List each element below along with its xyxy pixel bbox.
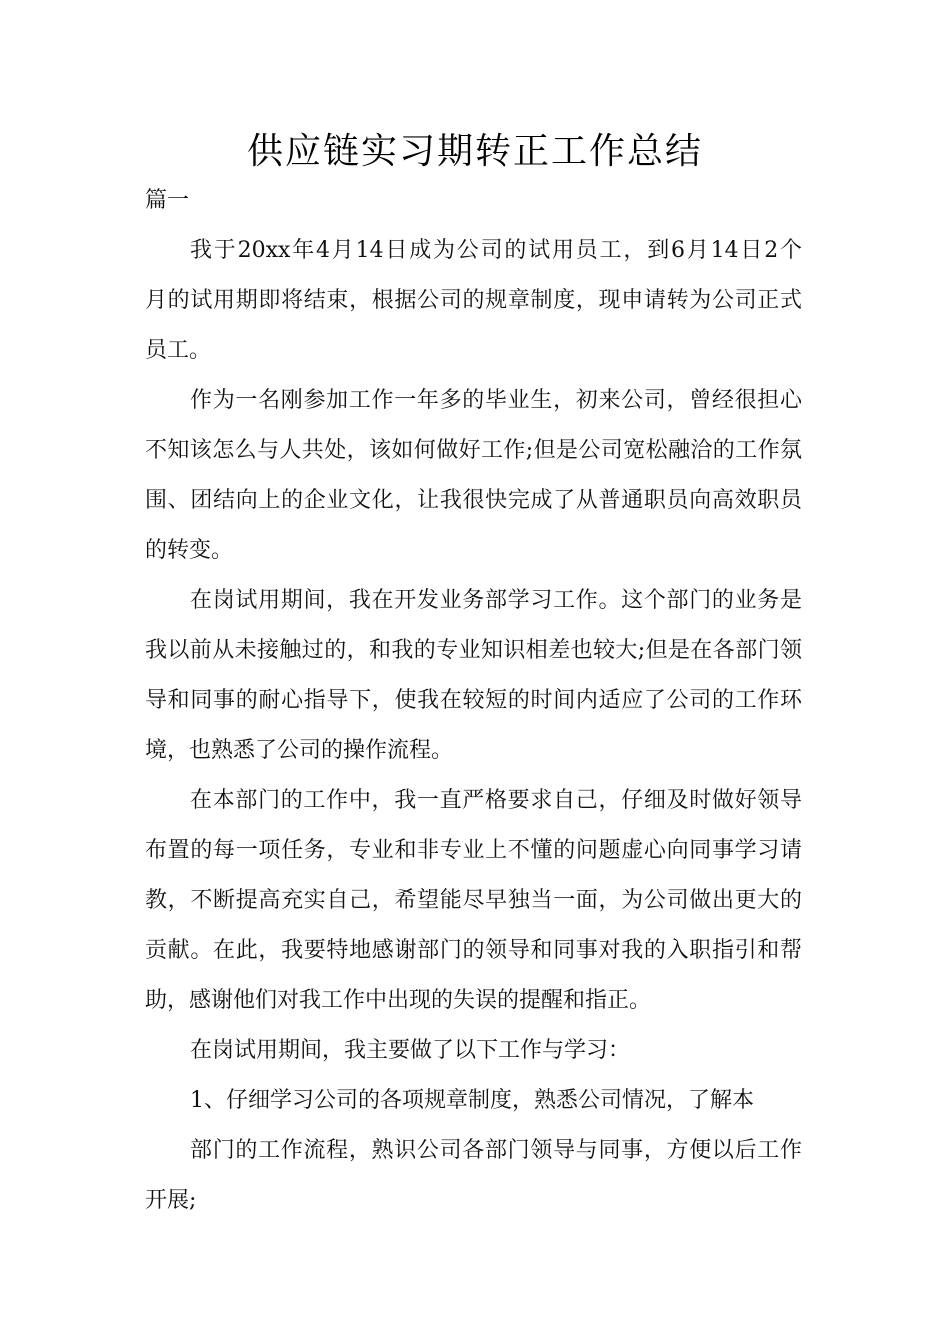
paragraph-7-line-1: 部门的工作流程，熟识公司各部门领导与同事，方便以后工作 [190,1138,802,1163]
paragraph-4-line-1: 在本部门的工作中，我一直严格要求自己，仔细及时做好领导 [190,788,802,813]
paragraph-3-line-3: 导和同事的耐心指导下，使我在较短的时间内适应了公司的工作环 [145,688,802,713]
paragraph-4-line-2: 布置的每一项任务，专业和非专业上不懂的问题虚心向同事学习请 [145,838,802,863]
document-title: 供应链实习期转正工作总结 [246,131,703,172]
paragraph-3-line-2: 我以前从未接触过的，和我的专业知识相差也较大;但是在各部门领 [145,638,802,663]
paragraph-3-line-4: 境，也熟悉了公司的操作流程。 [145,738,454,763]
paragraph-4-line-4: 贡献。在此，我要特地感谢部门的领导和同事对我的入职指引和帮 [145,938,802,963]
section-label: 篇一 [145,188,190,213]
paragraph-1-line-1: 我于20xx年4月14日成为公司的试用员工，到6月14日2个 [190,238,802,263]
paragraph-6-line-1: 1、仔细学习公司的各项规章制度，熟悉公司情况，了解本 [190,1088,754,1113]
paragraph-5-line-1: 在岗试用期间，我主要做了以下工作与学习： [190,1038,631,1063]
paragraph-2-line-2: 不知该怎么与人共处，该如何做好工作;但是公司宽松融洽的工作氛 [145,438,802,463]
paragraph-1-line-3: 员工。 [145,338,212,363]
paragraph-1-line-2: 月的试用期即将结束，根据公司的规章制度，现申请转为公司正式 [145,288,802,313]
paragraph-4-line-3: 教，不断提高充实自己，希望能尽早独当一面，为公司做出更大的 [145,888,802,913]
paragraph-2-line-4: 的转变。 [145,538,234,563]
paragraph-4-line-5: 助，感谢他们对我工作中出现的失误的提醒和指正。 [145,988,652,1013]
paragraph-2-line-3: 围、团结向上的企业文化，让我很快完成了从普通职员向高效职员 [145,488,802,513]
paragraph-2-line-1: 作为一名刚参加工作一年多的毕业生，初来公司，曾经很担心 [190,388,802,413]
paragraph-7-line-2: 开展; [145,1188,197,1213]
paragraph-3-line-1: 在岗试用期间，我在开发业务部学习工作。这个部门的业务是 [190,588,802,613]
